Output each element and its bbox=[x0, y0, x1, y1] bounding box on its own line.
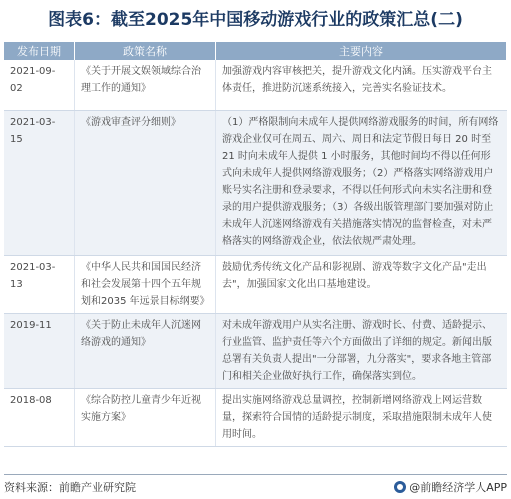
header-policy: 政策名称 bbox=[75, 42, 216, 60]
row-policy: 《游戏审查评分细则》 bbox=[75, 110, 216, 255]
table-header-row bbox=[4, 42, 507, 60]
row-policy: 《中华人民共和国国民经济和社会发展第十四个五年规划和2035 年远景目标纲要》 bbox=[75, 255, 216, 313]
header-date: 发布日期 bbox=[4, 42, 75, 60]
footer bbox=[4, 474, 507, 497]
table-row bbox=[4, 110, 507, 255]
brand bbox=[394, 479, 507, 495]
table-row bbox=[4, 388, 507, 446]
policy-table bbox=[4, 42, 507, 447]
row-content: 对未成年游戏用户从实名注册、游戏时长、付费、适龄提示、行业监管、监护责任等六个方面做出了详细的规定。新闻出版总署有关负责人提出"一分部署，九分落实"，要求各地主管部门和相关企业做好执行工作，确保落实到位。 bbox=[216, 313, 507, 388]
row-content: 提出实施网络游戏总量调控，控制新增网络游戏上网运营数量，探索符合国情的适龄提示制度，采取措施限制未成年人使用时间。 bbox=[216, 388, 507, 446]
row-policy: 《综合防控儿童青少年近视实施方案》 bbox=[75, 388, 216, 446]
row-date: 2021-09-02 bbox=[4, 60, 75, 110]
row-content: 加强游戏内容审核把关，提升游戏文化内涵。压实游戏平台主体责任，推进防沉迷系统接入，完善实名验证技术。 bbox=[216, 60, 507, 110]
header-content: 主要内容 bbox=[216, 42, 507, 60]
brand-label: @前瞻经济学人APP bbox=[409, 481, 507, 494]
chart-title: 图表6：截至2025年中国移动游戏行业的政策汇总(二) bbox=[48, 10, 463, 30]
row-content: 鼓励优秀传统文化产品和影视剧、游戏等数字文化产品"走出去"，加强国家文化出口基地建设。 bbox=[216, 255, 507, 313]
source-note: 资料来源：前瞻产业研究院 bbox=[4, 481, 136, 494]
row-date: 2018-08 bbox=[4, 388, 75, 446]
row-date: 2021-03-13 bbox=[4, 255, 75, 313]
row-policy: 《关于防止未成年人沉迷网络游戏的通知》 bbox=[75, 313, 216, 388]
table-row bbox=[4, 255, 507, 313]
brand-logo-icon bbox=[394, 481, 406, 493]
row-policy: 《关于开展文娱领域综合治理工作的通知》 bbox=[75, 60, 216, 110]
table-row bbox=[4, 313, 507, 388]
row-date: 2021-03-15 bbox=[4, 110, 75, 255]
row-content: （1）严格限制向未成年人提供网络游戏服务的时间，所有网络游戏企业仅可在周五、周六、周日和法定节假日每日 20 时至 21 时向未成年人提供 1 小时服务，其他时间均不得以任何形式向未成年人提供网络游戏服务；（2）严格落实网络游戏用户账号实名注册和登录要求，不得以任何形式向未实名注册和登录的用户提供游戏服务；（3）各级出版管理部门要加强对防止未成年人沉迷网络游戏有关措施落实情况的监督检查，对未严格落实的网络游戏企业，依法依规严肃处理。 bbox=[216, 110, 507, 255]
row-date: 2019-11 bbox=[4, 313, 75, 388]
table-row bbox=[4, 60, 507, 110]
